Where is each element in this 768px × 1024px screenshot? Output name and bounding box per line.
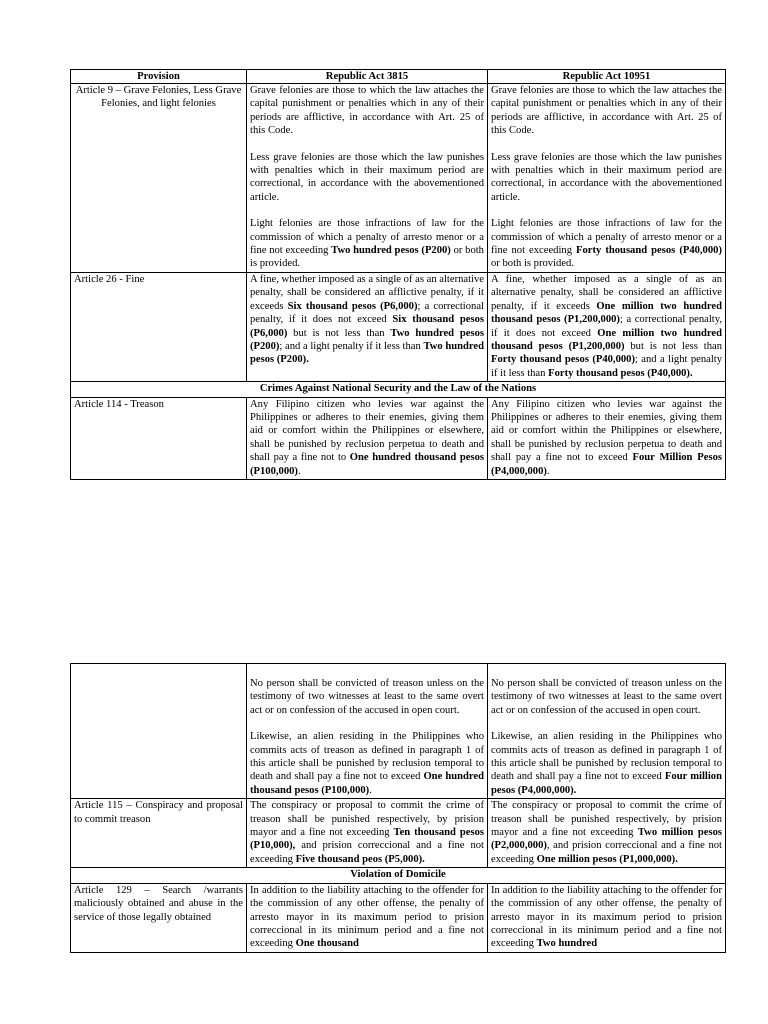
comparison-table-top <box>70 69 726 480</box>
header-row <box>71 70 726 84</box>
header-provision: Provision <box>71 70 247 84</box>
table-row <box>71 664 726 799</box>
ra3815-cell <box>247 84 488 273</box>
provision-cell: Article 115 – Conspiracy and proposal to commit treason <box>71 799 247 868</box>
paragraph: Less grave felonies are those which the law punishes with penalties which in their maximum period are correctional, in accordance with the abovementioned article. <box>491 151 722 203</box>
paragraph: The conspiracy or proposal to commit the crime of treason shall be punished respectively, by prision mayor and a fine not exceeding Ten thousand pesos (P10,000), and prision correccional and a fine not exceeding Five thousand peos (P5,000). <box>250 800 484 865</box>
section-heading-national-security: Crimes Against National Security and the Law of the Nations <box>71 382 726 397</box>
ra3815-cell <box>247 397 488 479</box>
paragraph: Any Filipino citizen who levies war against the Philippines or adheres to their enemies, giving them aid or comfort within the Philippines or elsewhere, shall be punished by reclusion perpetua to death and shall pay a fine not to One hundred thousand pesos (P100,000). <box>250 398 484 477</box>
paragraph: Light felonies are those infractions of law for the commission of which a penalty of arresto menor or a fine not exceeding Forty thousand pesos (P40,000) or both is provided. <box>491 218 722 270</box>
section-row <box>71 382 726 397</box>
paragraph: Light felonies are those infractions of law for the commission of which a penalty of arresto menor or a fine not exceeding Two hundred pesos (P200) or both is provided. <box>250 218 484 270</box>
table-row <box>71 799 726 868</box>
header-ra10951: Republic Act 10951 <box>488 70 726 84</box>
ra10951-cell <box>488 397 726 479</box>
provision-cell: Article 26 - Fine <box>71 272 247 381</box>
table-row <box>71 397 726 479</box>
provision-cell <box>71 664 247 799</box>
ra10951-cell <box>488 799 726 868</box>
ra3815-cell <box>247 799 488 868</box>
paragraph: No person shall be convicted of treason unless on the testimony of two witnesses at least to the same overt act or on confession of the accused in open court. <box>491 678 722 716</box>
paragraph: Likewise, an alien residing in the Philippines who commits acts of treason as defined in paragraph 1 of this article shall be punished by reclusion temporal to death and shall pay a fine not to exceed One hundred thousand pesos (P100,000). <box>250 731 485 796</box>
comparison-table-bottom <box>70 663 726 953</box>
ra10951-cell <box>488 883 726 952</box>
paragraph: In addition to the liability attaching to the offender for the commission of any other offense, the penalty of arresto mayor in its maximum period to prision correccional in its minimum period and a fine not exceeding Two hundred <box>491 884 722 950</box>
paragraph: Likewise, an alien residing in the Philippines who commits acts of treason as defined in paragraph 1 of this article shall be punished by reclusion temporal to death and shall pay a fine not to exceed Four million pesos (P4,000,000). <box>491 731 722 796</box>
paragraph: A fine, whether imposed as a single of as an alternative penalty, shall be considered an afflictive penalty, if it exceeds One million two hundred thousand pesos (P1,200,000); a correctional penalty, if it does not exceed One million two hundred thousand pesos (P1,200,000) but is not less than Forty thousand pesos (P40,000); and a light penalty if it less than Forty thousand pesos (P40,000). <box>491 273 722 379</box>
table-row <box>71 84 726 273</box>
paragraph: Grave felonies are those to which the law attaches the capital punishment or penalties which in any of their periods are afflictive, in accordance with Art. 25 of this Code. <box>491 85 722 137</box>
section-row <box>71 868 726 883</box>
provision-cell: Article 9 – Grave Felonies, Less Grave Felonies, and light felonies <box>71 84 247 273</box>
provision-cell: Article 114 - Treason <box>71 397 247 479</box>
paragraph: Grave felonies are those to which the law attaches the capital punishment or penalties which in any of their periods are afflictive, in accordance with Art. 25 of this Code. <box>250 85 484 137</box>
ra3815-cell <box>247 272 488 381</box>
paragraph: Less grave felonies are those which the law punishes with penalties which in their maximum period are correctional, in accordance with the abovementioned article. <box>250 151 484 203</box>
header-ra3815: Republic Act 3815 <box>247 70 488 84</box>
ra10951-cell <box>488 272 726 381</box>
ra3815-cell <box>247 664 488 799</box>
table-row <box>71 272 726 381</box>
ra3815-cell <box>247 883 488 952</box>
amount: Forty thousand pesos (P40,000) <box>576 245 722 257</box>
paragraph: Any Filipino citizen who levies war against the Philippines or adheres to their enemies, giving them aid or comfort within the Philippines or elsewhere, shall be punished by reclusion perpetua to death and shall pay a fine not to exceed Four Million Pesos (P4,000,000). <box>491 398 722 477</box>
ra10951-cell <box>488 84 726 273</box>
provision-cell: Article 129 – Search /warrants maliciously obtained and abuse in the service of those legally obtained <box>71 883 247 952</box>
paragraph: No person shall be convicted of treason unless on the testimony of two witnesses at least to the same overt act or on confession of the accused in open court. <box>250 678 484 716</box>
paragraph: The conspiracy or proposal to commit the crime of treason shall be punished respectively, by prision mayor and a fine not exceeding Two million pesos (P2,000,000), and prision correccional and a fine not exceeding One million pesos (P1,000,000). <box>491 800 722 865</box>
paragraph: A fine, whether imposed as a single of as an alternative penalty, shall be considered an afflictive penalty, if it exceeds Six thousand pesos (P6,000); a correctional penalty, if it does not exceed Six thousand pesos (P6,000) but is not less than Two hundred pesos (P200); and a light penalty if it less than Two hundred pesos (P200). <box>250 273 484 366</box>
paragraph: In addition to the liability attaching to the offender for the commission of any other offense, the penalty of arresto mayor in its maximum period to prision correccional in its minimum period and a fine not exceeding One thousand <box>250 884 484 950</box>
table-row <box>71 883 726 952</box>
section-heading-domicile: Violation of Domicile <box>71 868 726 883</box>
ra10951-cell <box>488 664 726 799</box>
amount: Two hundred pesos (P200) <box>331 245 451 257</box>
